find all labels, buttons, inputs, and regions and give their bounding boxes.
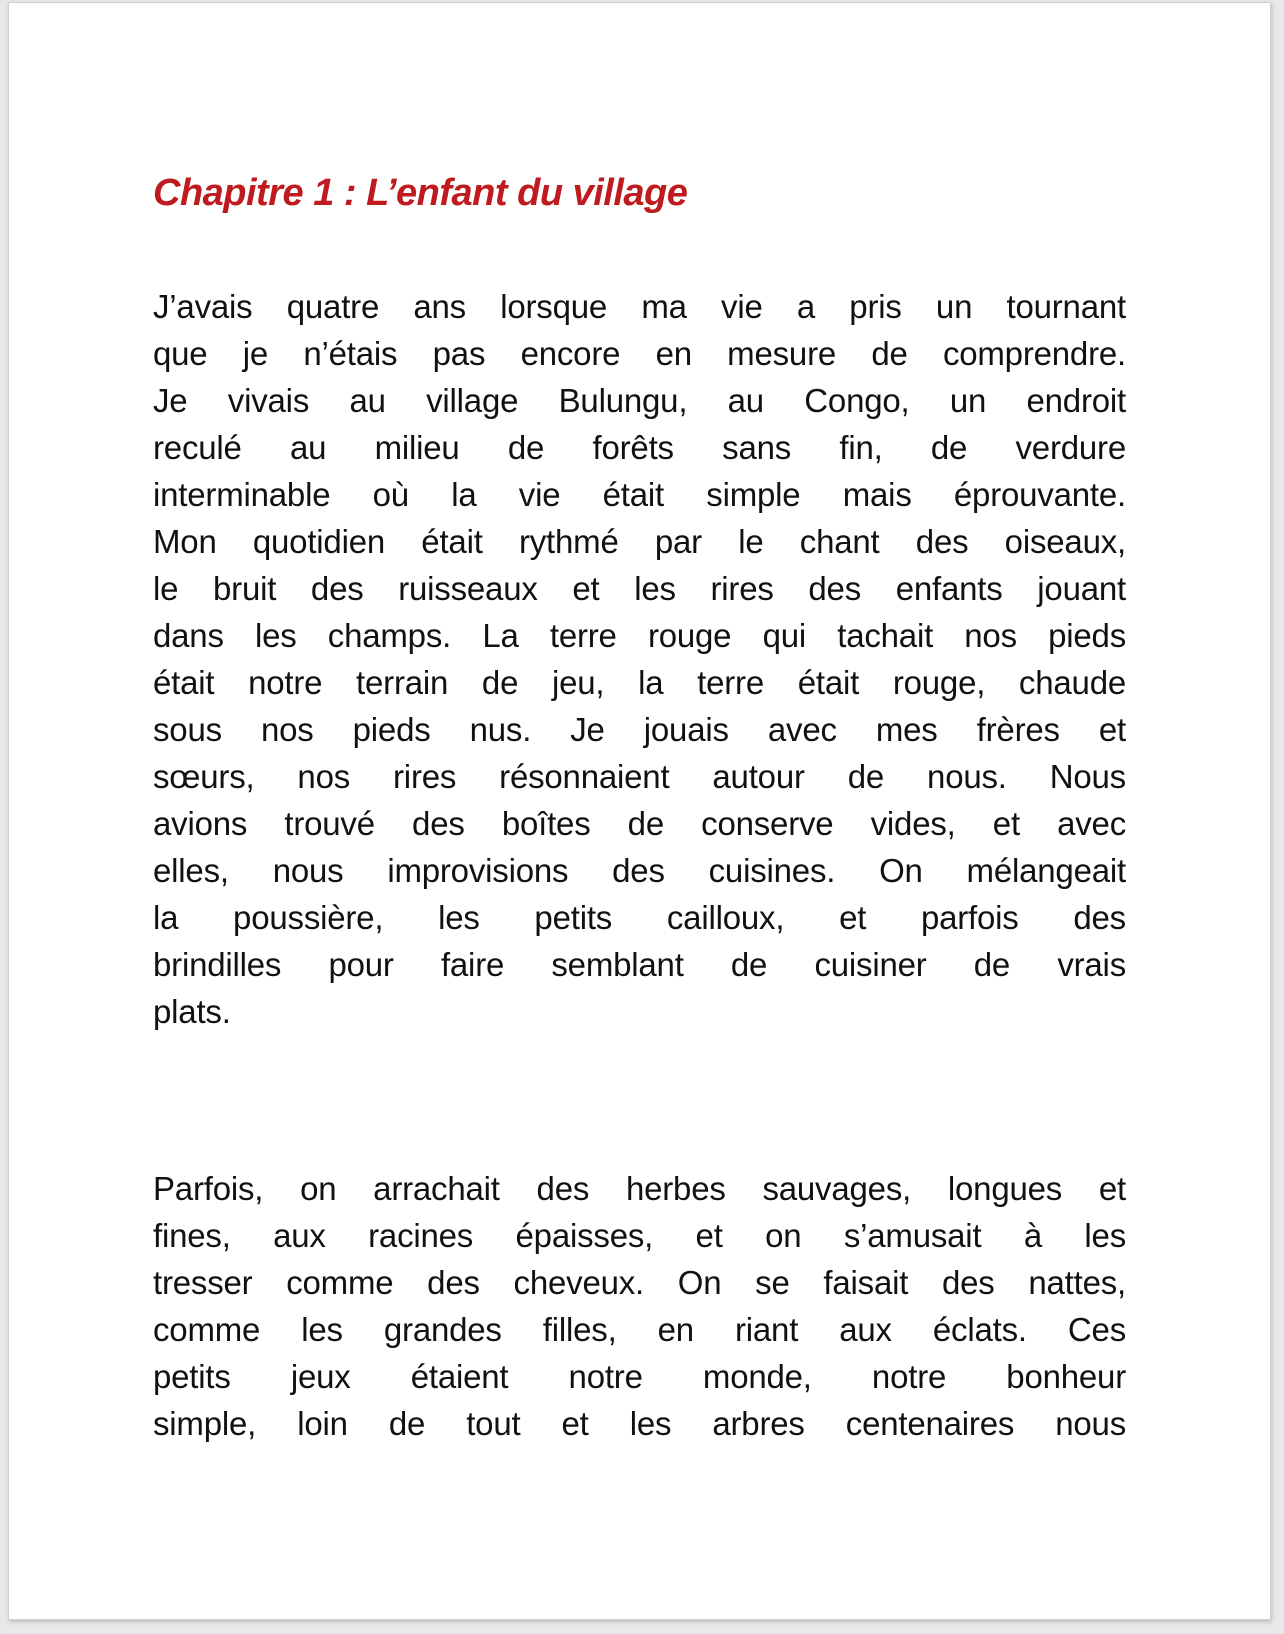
text-line: tresser comme des cheveux. On se faisait des nattes,: [153, 1264, 1126, 1301]
text-line: Je vivais au village Bulungu, au Congo, un endroit: [153, 382, 1126, 419]
text-line: J’avais quatre ans lorsque ma vie a pris un tournant: [153, 288, 1126, 325]
paragraph-2: [153, 1165, 1126, 1447]
text-line: sœurs, nos rires résonnaient autour de nous. Nous: [153, 758, 1126, 795]
document-page: [8, 2, 1271, 1620]
text-line: fines, aux racines épaisses, et on s’amusait à les: [153, 1217, 1126, 1254]
text-line: elles, nous improvisions des cuisines. On mélangeait: [153, 852, 1126, 889]
text-line: petits jeux étaient notre monde, notre bonheur: [153, 1358, 1126, 1395]
text-line: Mon quotidien était rythmé par le chant des oiseaux,: [153, 523, 1126, 560]
text-line: simple, loin de tout et les arbres centenaires nous: [153, 1405, 1126, 1442]
text-line: interminable où la vie était simple mais éprouvante.: [153, 476, 1126, 513]
text-line: reculé au milieu de forêts sans fin, de verdure: [153, 429, 1126, 466]
paragraph-1: [153, 283, 1126, 1035]
text-line: plats.: [153, 993, 231, 1030]
text-line: la poussière, les petits cailloux, et parfois des: [153, 899, 1126, 936]
text-line: que je n’étais pas encore en mesure de comprendre.: [153, 335, 1126, 372]
text-line: comme les grandes filles, en riant aux éclats. Ces: [153, 1311, 1126, 1348]
text-line: avions trouvé des boîtes de conserve vides, et avec: [153, 805, 1126, 842]
text-line: brindilles pour faire semblant de cuisiner de vrais: [153, 946, 1126, 983]
text-line: Parfois, on arrachait des herbes sauvages, longues et: [153, 1170, 1126, 1207]
text-line: était notre terrain de jeu, la terre était rouge, chaude: [153, 664, 1126, 701]
chapter-title: Chapitre 1 : L’enfant du village: [153, 172, 688, 214]
text-line: le bruit des ruisseaux et les rires des enfants jouant: [153, 570, 1126, 607]
text-line: dans les champs. La terre rouge qui tachait nos pieds: [153, 617, 1126, 654]
text-line: sous nos pieds nus. Je jouais avec mes frères et: [153, 711, 1126, 748]
